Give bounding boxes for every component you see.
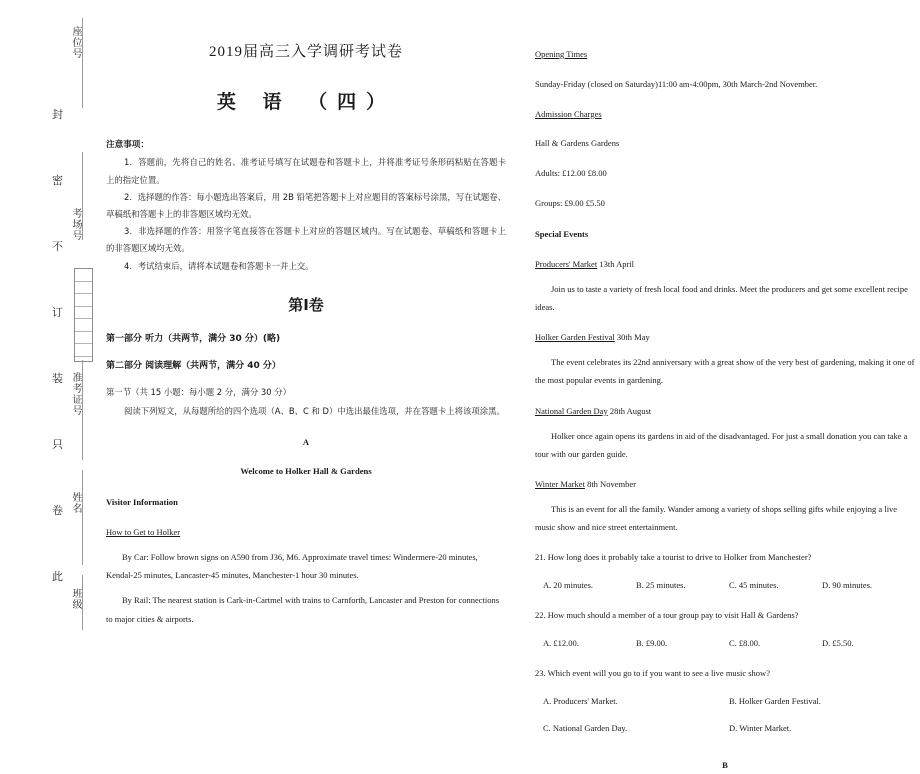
grid-cell bbox=[75, 282, 92, 295]
event-description: Join us to taste a variety of fresh local food and drinks. Meet the producers and get some excellent recipe ideas. bbox=[535, 283, 908, 313]
section-one-instructions: 阅读下列短文，从每题所给的四个选项（A、B、C 和 D）中选出最佳选项，并在答题卡上将该项涂黑。 bbox=[124, 405, 505, 416]
question-stem: 23. Which event will you go to if you want to see a live music show? bbox=[535, 667, 770, 678]
option-b[interactable]: B. £9.00. bbox=[636, 637, 668, 648]
opening-times-text: Sunday-Friday (closed on Saturday)11:00 am-4:00pm, 30th March-2nd November. bbox=[535, 78, 818, 89]
special-events-heading: Special Events bbox=[535, 228, 589, 239]
volume-title: 第Ⅰ卷 bbox=[288, 295, 324, 314]
event-heading bbox=[535, 256, 915, 273]
admission-adults: Adults: £12.00 £8.00 bbox=[535, 168, 607, 179]
event-name: National Garden Day bbox=[535, 405, 608, 416]
by-rail-paragraph: By Rail: The nearest station is Cark-in-Cartmel with trains to Carnforth, Lancaster and Preston for connections to major cities & airports. bbox=[106, 595, 500, 624]
seal-char-1: 密 bbox=[52, 174, 63, 187]
grid-cell bbox=[75, 357, 92, 369]
option-d[interactable]: D. Winter Market. bbox=[729, 723, 792, 734]
option-a[interactable]: A. 20 minutes. bbox=[543, 580, 594, 591]
event-name: Winter Market bbox=[535, 479, 585, 490]
admission-columns: Hall & Gardens Gardens bbox=[535, 138, 620, 149]
by-car-paragraph: By Car: Follow brown signs on A590 from J36, M6. Approximate travel times: Windermere-20 minutes, Kendal-25 minutes, Lancaster-45 minutes, Manchester-1 hour 30 minutes. bbox=[106, 551, 478, 581]
grid-cell bbox=[75, 332, 92, 345]
option-c[interactable]: C. 45 minutes. bbox=[729, 580, 779, 591]
notice-item: 4．考试结束后，请将本试题卷和答题卡一并上交。 bbox=[124, 260, 314, 271]
event-heading bbox=[535, 476, 915, 493]
name-label: 姓名 bbox=[70, 492, 81, 514]
option-b[interactable]: B. 25 minutes. bbox=[636, 580, 686, 591]
notice-heading: 注意事项： bbox=[106, 140, 149, 151]
question-options bbox=[535, 720, 915, 737]
seal-char-6: 卷 bbox=[52, 504, 63, 517]
seal-rule-4 bbox=[82, 470, 83, 565]
question-stem: 21. How long does it probably take a tourist to drive to Holker from Manchester? bbox=[535, 552, 812, 563]
how-to-get-heading: How to Get to Holker bbox=[106, 527, 181, 538]
event-heading bbox=[535, 329, 915, 346]
subject-title: 英 语 （四） bbox=[216, 90, 396, 113]
notice-item: 1．答题前，先将自己的姓名、准考证号填写在试题卷和答题卡上，并将准考证号条形码粘贴在答题卡上的指定位置。 bbox=[106, 157, 506, 185]
admission-groups: Groups: £9.00 £5.50 bbox=[535, 198, 605, 209]
event-heading bbox=[535, 403, 915, 420]
seal-char-7: 此 bbox=[52, 570, 63, 583]
seal-char-5: 只 bbox=[52, 438, 63, 451]
passage-title: Welcome to Holker Hall & Gardens bbox=[240, 466, 372, 477]
exam-number-label: 准考证号 bbox=[70, 372, 81, 416]
notice-item: 2．选择题的作答：每小题选出答案后，用 2B 铅笔把答题卡上对应题目的答案标号涂黑，写在试题卷、草稿纸和答题卡上的非答题区域均无效。 bbox=[106, 191, 506, 219]
admission-charges-heading: Admission Charges bbox=[535, 108, 602, 119]
question-options bbox=[535, 693, 915, 710]
question-stem: 22. How much should a member of a tour group pay to visit Hall & Gardens? bbox=[535, 610, 799, 621]
section-one-line: 第一节（共 15 小题：每小题 2 分，满分 30 分） bbox=[106, 387, 291, 398]
event-date: 30th May bbox=[616, 332, 650, 343]
notice-item: 3．非选择题的作答：用签字笔直接答在答题卡上对应的答题区域内。写在试题卷、草稿纸和答题卡上的非答题区域均无效。 bbox=[106, 226, 506, 254]
grid-cell bbox=[75, 319, 92, 332]
passage-letter-b: B bbox=[722, 760, 728, 771]
grid-cell bbox=[75, 307, 92, 320]
event-date: 8th November bbox=[587, 479, 636, 490]
seat-number-label: 座位号 bbox=[70, 26, 81, 59]
grid-cell bbox=[75, 269, 92, 282]
room-number-label: 考场号 bbox=[70, 208, 81, 241]
visitor-information-heading: Visitor Information bbox=[106, 497, 178, 508]
grid-cell bbox=[75, 294, 92, 307]
left-column bbox=[106, 0, 506, 628]
seal-char-3: 订 bbox=[52, 306, 63, 319]
option-a[interactable]: A. Producers' Market. bbox=[543, 695, 618, 706]
passage-letter-a: A bbox=[302, 437, 310, 448]
option-a[interactable]: A. £12.00. bbox=[543, 637, 579, 648]
event-name: Holker Garden Festival bbox=[535, 332, 615, 343]
opening-times-heading: Opening Times bbox=[535, 49, 588, 59]
option-c[interactable]: C. £8.00. bbox=[729, 637, 761, 648]
page-title: 2019届高三入学调研考试卷 bbox=[208, 44, 403, 60]
question-options bbox=[535, 577, 915, 594]
option-d[interactable]: D. 90 minutes. bbox=[822, 580, 873, 591]
option-b[interactable]: B. Holker Garden Festival. bbox=[729, 695, 821, 706]
event-description: This is an event for all the family. Wander among a variety of shops selling gifts while enjoying a live music show and nice street entertainment. bbox=[535, 503, 898, 533]
sealing-margin bbox=[0, 0, 100, 650]
seal-char-4: 装 bbox=[52, 372, 63, 385]
event-date: 13th April bbox=[599, 258, 635, 269]
room-number-grid bbox=[74, 268, 93, 362]
event-description: Holker once again opens its gardens in aid of the disadvantaged. For just a small donation you can take a tour with our garden guide. bbox=[535, 430, 908, 459]
event-description: The event celebrates its 22nd anniversary with a great show of the very best of gardening, making it one of the most popular events in gardening. bbox=[535, 357, 915, 386]
option-c[interactable]: C. National Garden Day. bbox=[543, 723, 628, 734]
right-column bbox=[535, 0, 915, 774]
question-options bbox=[535, 635, 915, 652]
event-name: Producers' Market bbox=[535, 258, 598, 269]
event-date: 28th August bbox=[609, 405, 652, 416]
seal-char-2: 不 bbox=[52, 240, 63, 253]
seal-char-0: 封 bbox=[52, 108, 63, 121]
part-two-heading: 第二部分 阅读理解（共两节，满分 40 分） bbox=[106, 361, 281, 372]
class-label: 班级 bbox=[70, 588, 81, 610]
part-one-heading: 第一部分 听力（共两节，满分 30 分）(略) bbox=[106, 333, 281, 344]
grid-cell bbox=[75, 344, 92, 357]
option-d[interactable]: D. £5.50. bbox=[822, 637, 854, 648]
